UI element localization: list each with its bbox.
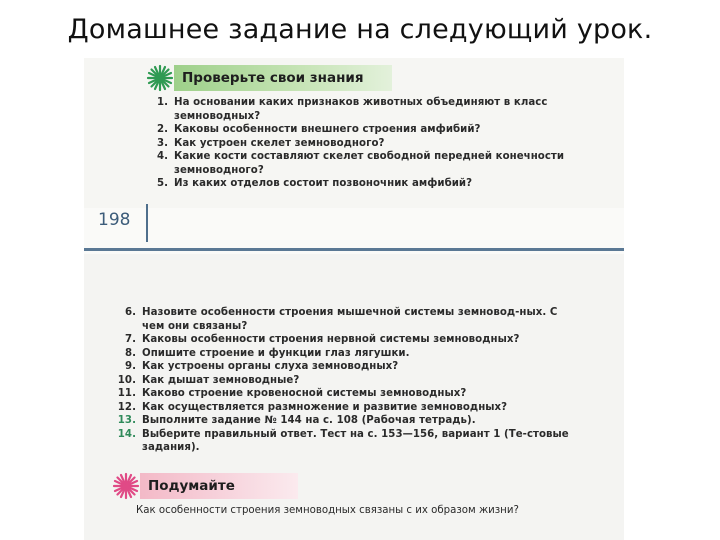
think-question: Как особенности строения земноводных связаны с их образом жизни? [136,505,519,516]
question-item: 14. Выберите правильный ответ. Тест на с. 153—156, вариант 1 (Те-стовые задания). [117,428,569,453]
more-questions-list [114,306,570,455]
question-item: 1. На основании каких признаков животных объединяют в класс земноводных? [156,97,548,122]
question-item: 10. Как дышат земноводные? [117,374,300,386]
question-item: 7. Каковы особенности строения нервной системы земноводных? [124,334,520,345]
question-item: 5. Из каких отделов состоит позвоночник амфибий? [156,178,473,189]
page-divider-horizontal [84,248,624,251]
question-item: 9. Как устроены органы слуха земноводных? [124,361,399,372]
check-questions-list [146,96,606,191]
page-divider-vertical [146,204,148,242]
question-item: 4. Какие кости составляют скелет свободной передней конечности земноводного? [156,151,565,176]
question-item: 3. Как устроен скелет земноводного? [156,137,385,149]
check-knowledge-heading: Проверьте свои знания [174,65,392,91]
question-item: 12. Как осуществляется размножение и развитие земноводных? [117,401,508,413]
slide-title: Домашнее задание на следующий урок. [67,14,653,45]
green-star-icon [146,64,174,92]
question-item: 2. Каковы особенности внешнего строения амфибий? [156,124,481,135]
page-number: 198 [98,210,131,230]
question-item: 11. Каково строение кровеносной системы земноводных? [117,388,467,399]
question-item: 6. Назовите особенности строения мышечной системы земновод-ных. С чем они связаны? [124,307,558,332]
think-heading: Подумайте [140,473,298,499]
check-knowledge-header [146,64,392,92]
question-item: 8. Опишите строение и функции глаз лягушки. [124,347,410,359]
pink-star-icon [112,472,140,500]
think-header [112,472,298,500]
question-item: 13. Выполните задание № 144 на с. 108 (Рабочая тетрадь). [117,415,476,426]
textbook-page-scan [84,58,624,540]
